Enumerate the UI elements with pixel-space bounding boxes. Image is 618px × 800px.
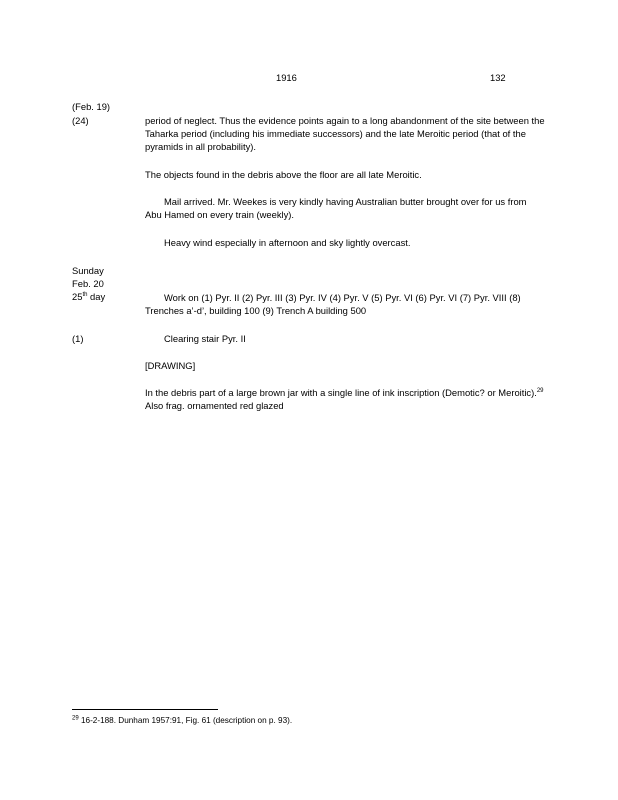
paragraph-work: Work on (1) Pyr. II (2) Pyr. III (3) Pyr. IV (4) Pyr. V (5) Pyr. VI (6) Pyr. VI (7) Pyr. VIII (8) Trenches a’-d’, building 100 (9) Trench A building 500 — [145, 292, 521, 317]
margin-entry-number: (24) — [72, 115, 89, 126]
margin-day-name: Sunday — [72, 265, 104, 276]
footnote-ref: 29 — [536, 387, 544, 394]
paragraph-jar — [145, 386, 545, 412]
footnote-separator — [72, 709, 218, 710]
header-year: 1916 — [276, 72, 297, 83]
paragraph-neglect: period of neglect. Thus the evidence points again to a long abandonment of the site between the Taharka period (including his immediate successors) and the late Meroitic period (that of the pyramids in all probability). — [145, 115, 545, 153]
drawing-placeholder: [DRAWING] — [145, 360, 196, 371]
margin-day-count — [72, 290, 105, 303]
footnote — [72, 715, 292, 726]
day-count-suffix: th — [82, 291, 88, 298]
footnote-text: 16-2-188. Dunham 1957:91, Fig. 61 (description on p. 93). — [78, 716, 293, 725]
margin-day-date: Feb. 20 — [72, 278, 104, 289]
footnote-number: 29 — [72, 715, 79, 722]
jar-text: In the debris part of a large brown jar with a single line of ink inscription (Demotic? or Meroitic). — [145, 387, 537, 398]
day-count-word: day — [87, 291, 106, 302]
margin-date: (Feb. 19) — [72, 101, 111, 112]
paragraph-objects: The objects found in the debris above the floor are all late Meroitic. — [145, 169, 422, 180]
paragraph-wind: Heavy wind especially in afternoon and sky lightly overcast. — [164, 237, 411, 248]
paragraph-clearing: Clearing stair Pyr. II — [164, 333, 246, 344]
day-count-number: 25 — [72, 291, 83, 302]
jar-tail: Also frag. ornamented red glazed — [145, 400, 284, 412]
page-number: 132 — [490, 72, 506, 83]
margin-item-1: (1) — [72, 333, 84, 344]
paragraph-mail: Mail arrived. Mr. Weekes is very kindly having Australian butter brought over for us from Abu Hamed on every train (weekly). — [145, 196, 527, 221]
